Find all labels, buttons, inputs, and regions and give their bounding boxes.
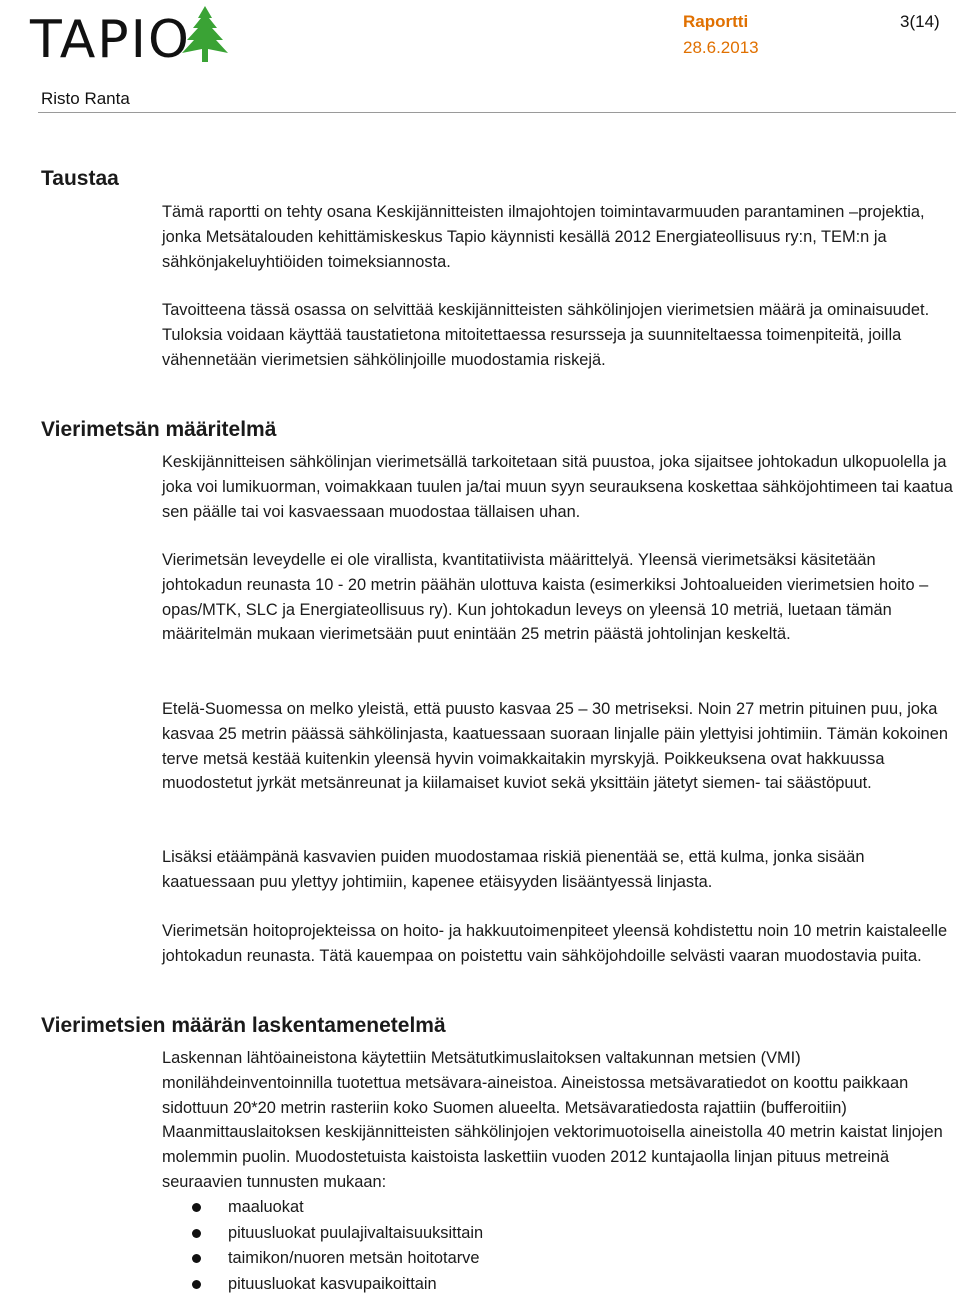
paragraph-taustaa-2: Tavoitteena tässä osassa on selvittää keskijännitteisten sähkölinjojen vierimetsien määrä ja ominaisuudet. Tuloksia voidaan käyttää taustatietona mitoitettaessa resursseja ja suunniteltaessa toimenpiteitä, joilla vähennetään vierimetsien sähkölinjoille muodostamia riskejä. — [162, 301, 930, 369]
header-divider — [38, 112, 956, 113]
tunnus-list — [162, 1195, 483, 1297]
heading-taustaa: Taustaa — [41, 167, 119, 190]
paragraph-maaritelma-4: Lisäksi etäämpänä kasvavien puiden muodostamaa riskiä pienentää se, että kulma, jonka sisään kaatuessaan puu ylettyy johtimiin, kapenee etäisyyden lisääntyessä linjasta. — [162, 848, 865, 891]
paragraph-maaritelma-5: Vierimetsän hoitoprojekteissa on hoito- ja hakkuutoimenpiteet yleensä kohdistettu noin 10 metrin kaistaleelle johtokadun reunasta. Tätä kauempaa on poistettu vain sähköjohdoille selvästi vaaran muodostavia puita. — [162, 922, 948, 965]
paragraph-maaritelma-3: Etelä-Suomessa on melko yleistä, että puusto kasvaa 25 – 30 metriseksi. Noin 27 metrin pituinen puu, joka kasvaa 25 metrin päässä sähkölinjasta, kaatuessaan suoraan linjalle päin ylettyisi johtimiin. Tämän kokoinen terve metsä kestää kuitenkin yleensä hyvin voimakkaitakin myrskyjä. Poikkeuksena ovat hakkuussa muodostetut jyrkät metsänreunat ja kiilamaiset kuviot sekä yksittäin jätetyt siemen- tai säästöpuut. — [162, 700, 948, 793]
list-item: taimikon/nuoren metsän hoitotarve — [162, 1246, 483, 1272]
heading-laskenta: Vierimetsien määrän laskentamenetelmä — [41, 1014, 446, 1037]
paragraph-maaritelma-2: Vierimetsän leveydelle ei ole virallista, kvantitatiivista määrittelyä. Yleensä vierimetsäksi käsitetään johtokadun reunasta 10 - 20 metrin päähän ulottuva kaista (esimerkiksi Johtoalueiden vierimetsien hoito –opas/MTK, SLC ja Energiateollisuus ry). Kun johtokadun leveys on yleensä 10 metriä, luetaan tämän määritelmän mukaan vierimetsään puut enintään 25 metrin päästä johtolinjan keskeltä. — [162, 551, 929, 644]
report-title: Raportti — [683, 12, 749, 31]
bullet-icon — [192, 1254, 201, 1263]
tree-logo-icon — [182, 6, 228, 62]
page-number: 3(14) — [900, 12, 940, 31]
paragraph-maaritelma-1: Keskijännitteisen sähkölinjan vierimetsällä tarkoitetaan sitä puustoa, joka sijaitsee johtokadun ulkopuolella ja joka voi lumikuorman, voimakkaan tuulen ja/tai muun syyn seurauksena koskettaa sähköjohtimeen tai kaatua sen päälle tai voi kasvaessaan muodostaa tällaisen uhan. — [162, 453, 953, 521]
author-name: Risto Ranta — [41, 89, 130, 108]
list-item: pituusluokat kasvupaikoittain — [162, 1272, 483, 1297]
tapio-logo-text: TAPIO — [30, 10, 191, 70]
bullet-icon — [192, 1203, 201, 1212]
paragraph-laskenta-1: Laskennan lähtöaineistona käytettiin Metsätutkimuslaitoksen valtakunnan metsien (VMI) monilähdeinventoinnilla tuotettua metsävara-aineistoa. Aineistossa metsävaratiedot on koottu paikkaan sidottuun 20*20 metrin rasteriin koko Suomen alueelta. Metsävaratiedosta rajattiin (bufferoitiin) Maanmittauslaitoksen keskijännitteisten sähkölinjojen vektorimuotoisella aineistolla 40 metrin kaistat linjojen molemmin puolin. Muodostetuista kaistoista laskettiin vuoden 2012 kuntajaolla linjan pituus metreinä seuraavien tunnusten mukaan: — [162, 1049, 943, 1191]
heading-maaritelma: Vierimetsän määritelmä — [41, 418, 277, 441]
report-date: 28.6.2013 — [683, 38, 759, 57]
paragraph-taustaa-1: Tämä raportti on tehty osana Keskijännitteisten ilmajohtojen toimintavarmuuden parantaminen –projektia, jonka Metsätalouden kehittämiskeskus Tapio käynnisti kesällä 2012 Energiateollisuus ry:n, TEM:n ja sähkönjakeluyhtiöiden toimeksiannosta. — [162, 203, 925, 271]
list-item: pituusluokat puulajivaltaisuuksittain — [162, 1221, 483, 1247]
page-header — [0, 0, 960, 116]
bullet-icon — [192, 1229, 201, 1238]
bullet-icon — [192, 1280, 201, 1289]
list-item: maaluokat — [162, 1195, 483, 1221]
